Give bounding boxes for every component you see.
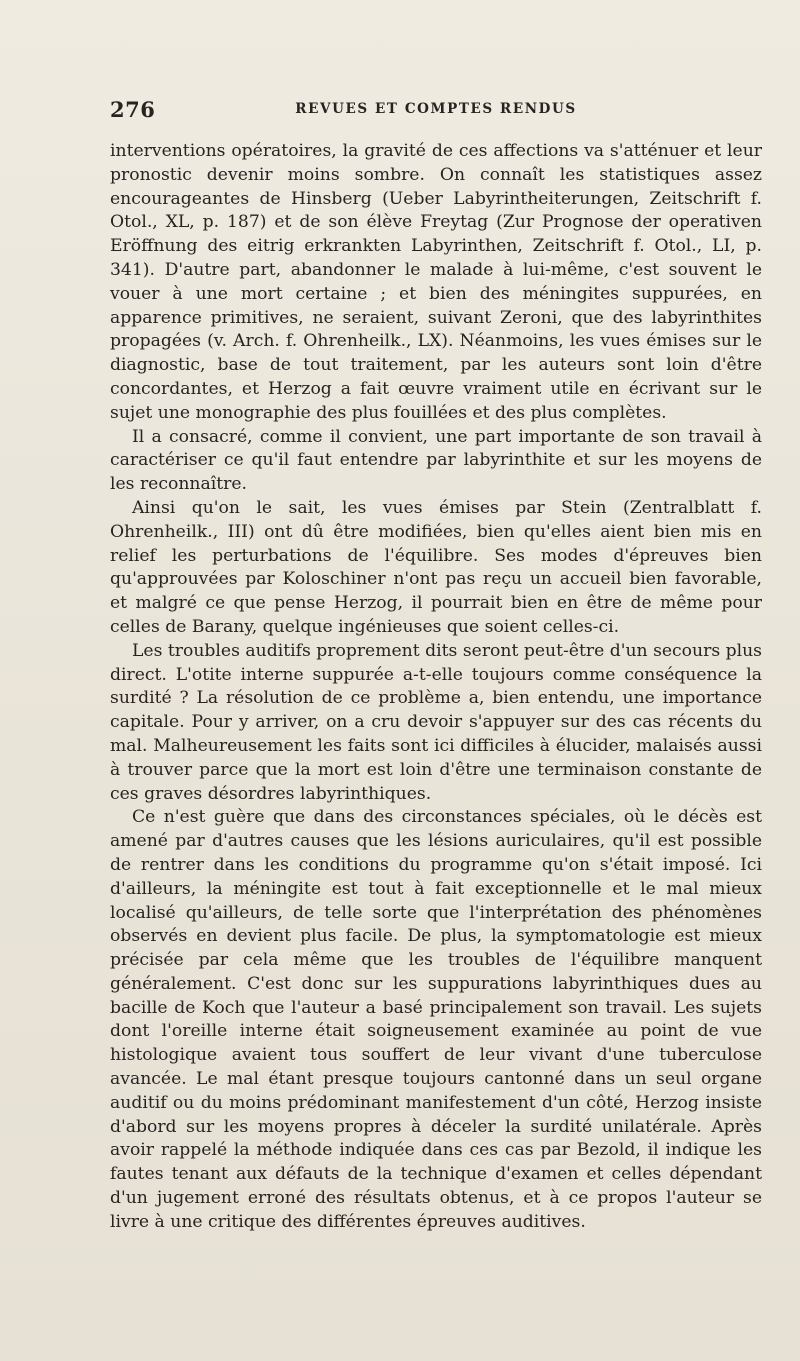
page-header xyxy=(110,97,762,131)
body-text xyxy=(110,140,762,1235)
running-head: REVUES ET COMPTES RENDUS xyxy=(295,101,577,117)
paragraph-1: interventions opératoires, la gravité de ces affections va s'atténuer et leur pronostic devenir moins sombre. On connaît les statistiques assez encourageantes de Hinsberg (Ueber Labyrintheiterungen, Zeitschrift f. Otol., XL, p. 187) et de son élève Freytag (Zur Prognose der operativen Eröffnung des eitrig erkrankten Labyrinthen, Zeitschrift f. Otol., LI, p. 341). D'autre part, abandonner le malade à lui-même, c'est souvent le vouer à une mort certaine ; et bien des méningites suppurées, en apparence primitives, ne seraient, suivant Zeroni, que des labyrinthites propagées (v. Arch. f. Ohrenheilk., LX). Néanmoins, les vues émises sur le diagnostic, base de tout traitement, par les auteurs sont loin d'être concordantes, et Herzog a fait œuvre vraiment utile en écrivant sur le sujet une monographie des plus fouillées et des plus complètes. xyxy=(110,141,762,423)
paragraph-5: Ce n'est guère que dans des circonstances spéciales, où le décès est amené par d'autres causes que les lésions auriculaires, qu'il est possible de rentrer dans les conditions du programme qu'on s'était imposé. Ici d'ailleurs, la méningite est tout à fait exceptionnelle et le mal mieux localisé qu'ailleurs, de telle sorte que l'interprétation des phénomènes observés en devient plus facile. De plus, la symptomatologie est mieux précisée par cela même que les troubles de l'équilibre manquent généralement. C'est donc sur les suppurations labyrinthiques dues au bacille de Koch que l'auteur a basé principalement son travail. Les sujets dont l'oreille interne était soigneusement examinée au point de vue histologique avaient tous souffert de leur vivant d'une tuberculose avancée. Le mal étant presque toujours cantonné dans un seul organe auditif ou du moins prédominant manifestement d'un côté, Herzog insiste d'abord sur les moyens propres à déceler la surdité unilatérale. Après avoir rappelé la méthode indiquée dans ces cas par Bezold, il indique les fautes tenant aux défauts de la technique d'examen et celles dépendant d'un jugement erroné des résultats obtenus, et à ce propos l'auteur se livre à une critique des différentes épreuves auditives. xyxy=(110,807,762,1232)
page-number: 276 xyxy=(110,97,156,122)
paragraph-3: Ainsi qu'on le sait, les vues émises par Stein (Zentralblatt f. Ohrenheilk., III) ont dû être modifiées, bien qu'elles aient bien mis en relief les perturbations de l'équilibre. Ses modes d'épreuves bien qu'approuvées par Koloschiner n'ont pas reçu un accueil bien favorable, et malgré ce que pense Herzog, il pourrait bien en être de même pour celles de Barany, quelque ingénieuses que soient celles-ci. xyxy=(110,497,762,637)
paragraph-2: Il a consacré, comme il convient, une part importante de son travail à caractériser ce qu'il faut entendre par labyrinthite et sur les moyens de les reconnaître. xyxy=(110,426,762,495)
paragraph-4: Les troubles auditifs proprement dits seront peut-être d'un secours plus direct. L'otite interne suppurée a-t-elle toujours comme conséquence la surdité ? La résolution de ce problème a, bien entendu, une importance capitale. Pour y arriver, on a cru devoir s'appuyer sur des cas récents du mal. Malheureusement les faits sont ici difficiles à élucider, malaisés aussi à trouver parce que la mort est loin d'être une terminaison constante de ces graves désordres labyrinthiques. xyxy=(110,640,762,804)
